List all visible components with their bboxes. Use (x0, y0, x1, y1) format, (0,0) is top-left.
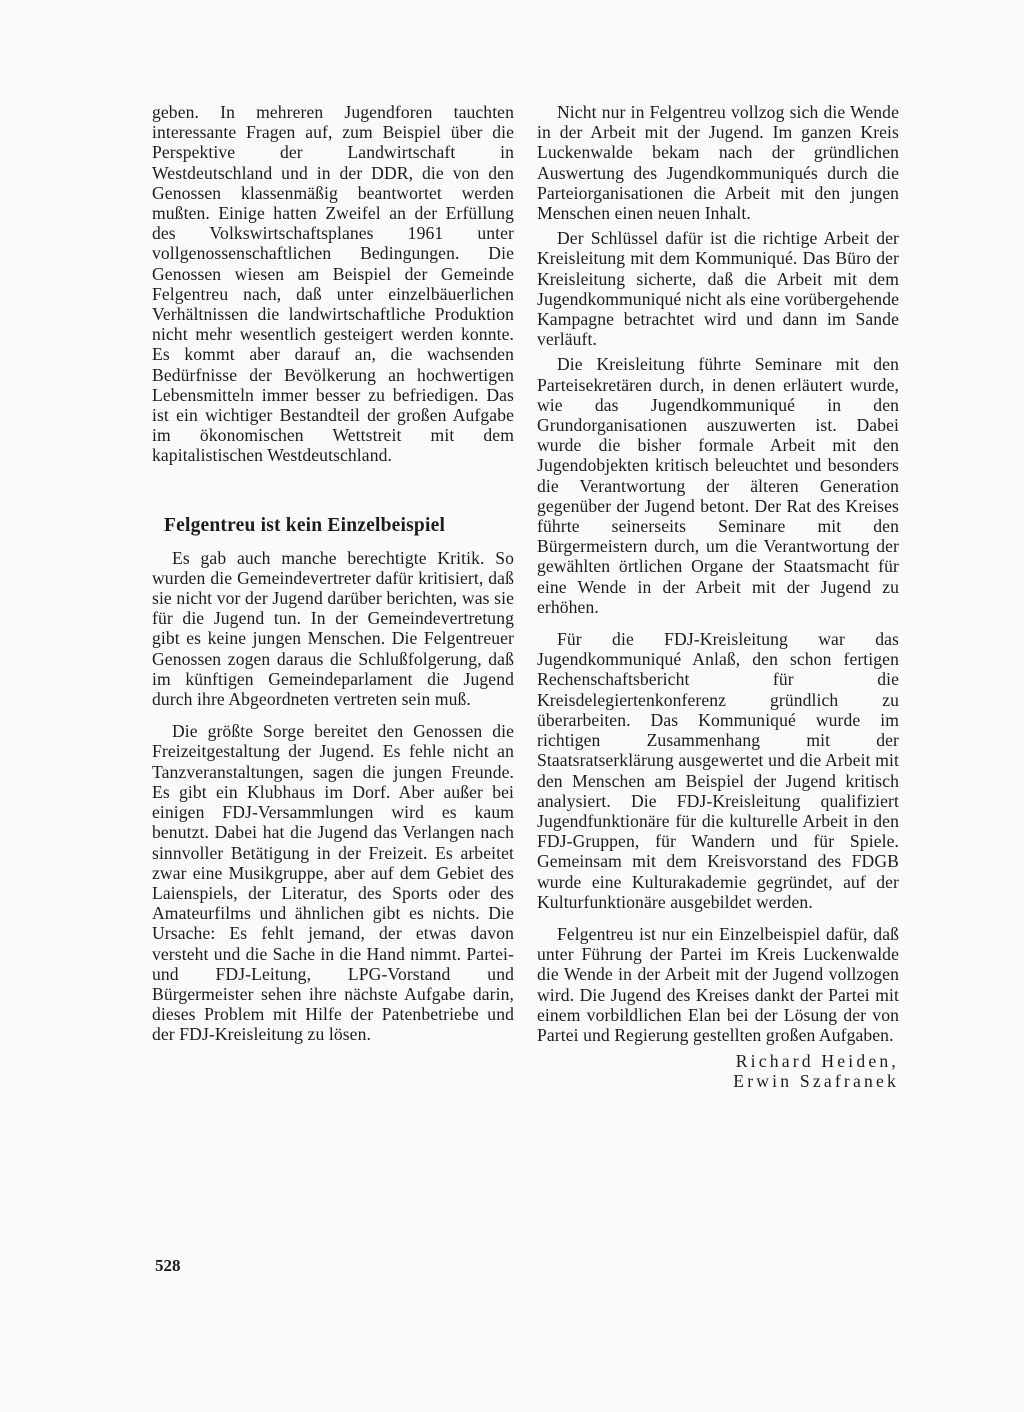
left-paragraph-3: Die größte Sorge bereitet den Genossen die Freizeitgestaltung der Jugend. Es fehle nicht an Tanzveranstaltungen, sagen die jungen Freunde. Es gibt ein Klubhaus im Dorf. Aber außer bei einigen FDJ-Versammlungen wird es kaum benutzt. Dabei hat die Jugend das Verlangen nach sinnvoller Betätigung in der Freizeit. Es arbeitet zwar eine Musikgruppe, aber auf dem Gebiet des Laienspiels, der Literatur, des Sports oder des Amateurfilms und ähnlichen gibt es nichts. Die Ursache: Es fehlt jemand, der etwas davon versteht und die Sache in die Hand nimmt. Partei- und FDJ-Leitung, LPG-Vorstand und Bürgermeister sehen ihre nächste Aufgabe darin, dieses Problem mit Hilfe der Patenbetriebe und der FDJ-Kreisleitung zu lösen. (152, 721, 514, 1045)
right-paragraph-1: Nicht nur in Felgentreu vollzog sich die Wende in der Arbeit mit der Jugend. Im ganzen Kreis Luckenwalde bekam nach der gründlichen Auswertung des Jugendkommuniqués durch die Parteiorganisationen die Arbeit mit den jungen Menschen einen neuen Inhalt. (537, 102, 899, 224)
section-heading: Felgentreu ist kein Einzelbeispiel (164, 514, 446, 536)
author-name-2: Erwin Szafranek (733, 1071, 899, 1092)
right-column (537, 102, 899, 1092)
right-paragraph-4: Für die FDJ-Kreisleitung war das Jugendkommuniqué Anlaß, den schon fertigen Rechenschaftsbericht für die Kreisdelegiertenkonferenz gründlich zu überarbeiten. Das Kommuniqué wurde im richtigen Zusammenhang mit der Staatsratserklärung ausgewertet und die Arbeit mit den Menschen am Beispiel der Jugend kritisch analysiert. Die FDJ-Kreisleitung qualifiziert Jugendfunktionäre für die kulturelle Arbeit in den FDJ-Gruppen, für Wandern und für Spiele. Gemeinsam mit dem Kreisvorstand des FDGB wurde eine Kulturakademie gegründet, auf der Kulturfunktionäre ausgebildet werden. (537, 629, 899, 912)
left-column (152, 102, 514, 1045)
author-name-1: Richard Heiden, (735, 1051, 899, 1072)
page-number: 528 (155, 1256, 181, 1275)
right-paragraph-2: Der Schlüssel dafür ist die richtige Arbeit der Kreisleitung mit dem Kommuniqué. Das Büro der Kreisleitung sicherte, daß die Arbeit mit dem Jugendkommuniqué nicht als eine vorübergehende Kampagne betrachtet wird und dann im Sande verläuft. (537, 228, 899, 350)
left-paragraph-1: geben. In mehreren Jugendforen tauchten interessante Fragen auf, zum Beispiel über die Perspektive der Landwirtschaft in Westdeutschland und in der DDR, die von den Genossen klassenmäßig beantwortet werden mußten. Einige hatten Zweifel an der Erfüllung des Volkswirtschaftsplanes 1961 unter vollgenossenschaftlichen Bedingungen. Die Genossen wiesen am Beispiel der Gemeinde Felgentreu nach, daß unter einzelbäuerlichen Verhältnissen die landwirtschaftliche Produktion nicht mehr wesentlich gesteigert werden konnte. Es kommt aber darauf an, die wachsenden Bedürfnisse der Bevölkerung an hochwertigen Lebensmitteln immer besser zu befriedigen. Das ist ein wichtiger Bestandteil der großen Aufgabe im ökonomischen Wettstreit mit dem kapitalistischen Westdeutschland. (152, 102, 514, 466)
right-paragraph-3: Die Kreisleitung führte Seminare mit den Parteisekretären durch, in denen erläutert wurde, wie das Jugendkommuniqué in den Grundorganisationen auszuwerten ist. Dabei wurde die bisher formale Arbeit mit den Jugendobjekten kritisch beleuchtet und besonders die Verantwortung der älteren Generation gegenüber der Jugend betont. Der Rat des Kreises führte seinerseits Seminare mit den Bürgermeistern durch, um die Verantwortung der gewählten örtlichen Organe der Staatsmacht für eine Wende in der Arbeit mit der Jugend zu erhöhen. (537, 354, 899, 617)
right-paragraph-5: Felgentreu ist nur ein Einzelbeispiel dafür, daß unter Führung der Partei im Kreis Luckenwalde die Wende in der Arbeit mit der Jugend vollzogen wird. Die Jugend des Kreises dankt der Partei mit einem vorbildlichen Elan bei der Lösung der von Partei und Regierung gestellten großen Aufgaben. (537, 923, 899, 1045)
left-paragraph-2: Es gab auch manche berechtigte Kritik. So wurden die Gemeindevertreter dafür kritisiert, daß sie nicht vor der Jugend darüber berichten, was sie für die Jugend tun. In der Gemeindevertretung gibt es keine jungen Menschen. Die Felgentreuer Genossen zogen daraus die Schlußfolgerung, daß im künftigen Gemeindeparlament die Jugend durch ihre Abgeordneten vertreten sein muß. (152, 547, 514, 710)
